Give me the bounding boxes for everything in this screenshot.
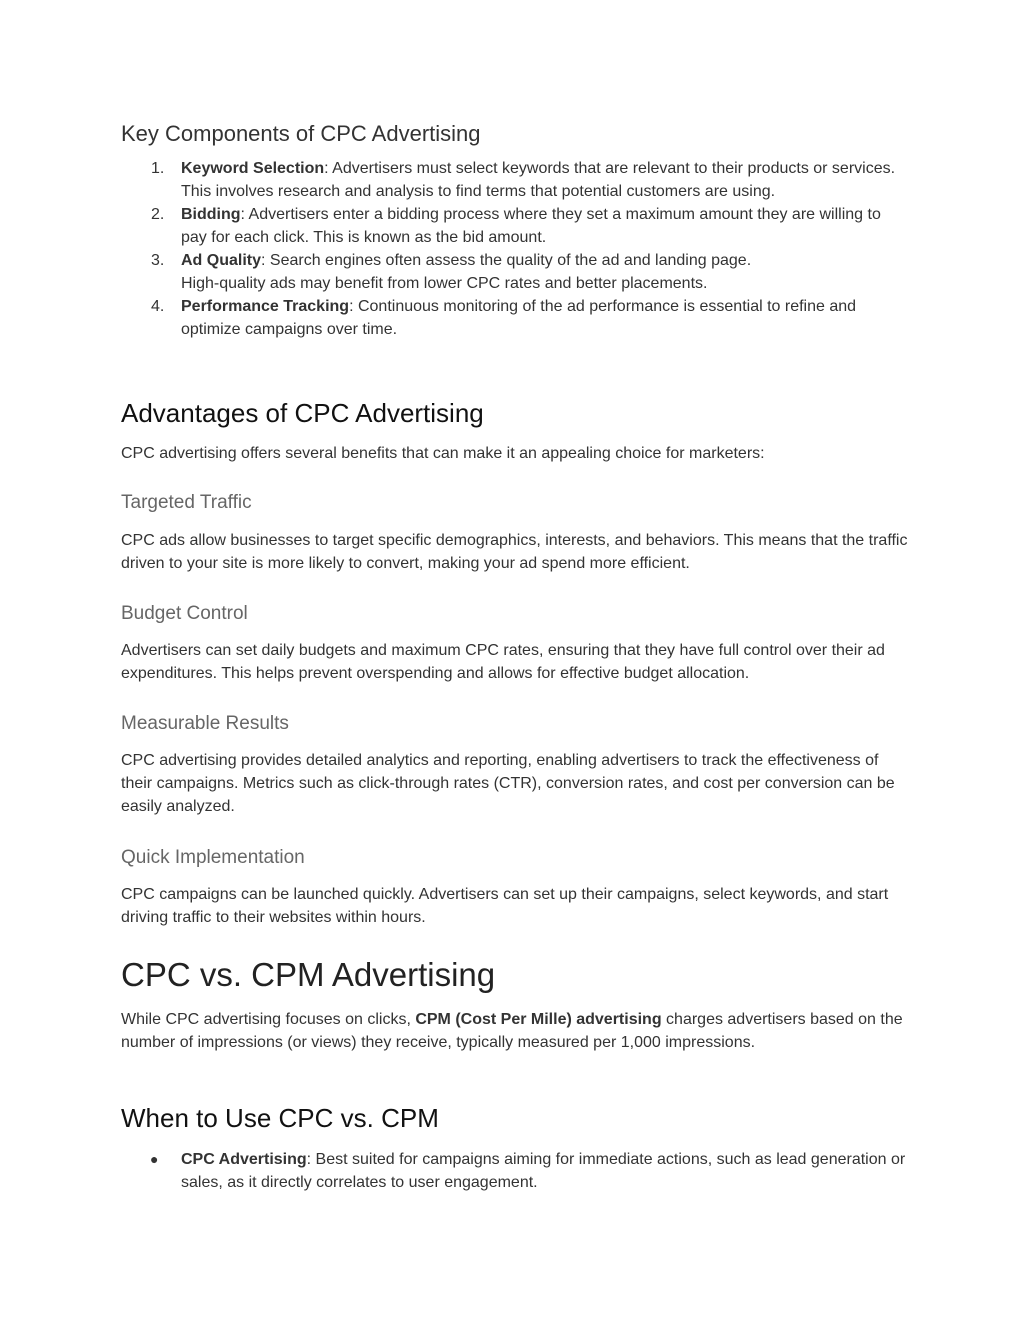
quick-implementation-heading: Quick Implementation [121, 847, 305, 868]
budget-control-heading: Budget Control [121, 603, 248, 624]
targeted-traffic-heading: Targeted Traffic [121, 492, 252, 513]
measurable-results-heading: Measurable Results [121, 713, 289, 734]
quick-implementation-body: CPC campaigns can be launched quickly. Advertisers can set up their campaigns, select keywords, and start driving traffic to their websites within hours. [121, 886, 889, 926]
list-item-text: : Continuous monitoring of the ad performance is essential to refine and optimize campaigns over time. [181, 298, 857, 338]
advantages-heading: Advantages of CPC Advertising [121, 398, 484, 428]
list-number: 1. [151, 160, 165, 177]
intro-text-after: charges advertisers based on the number of impressions (or views) they receive, typically measured per 1,000 impressions. [121, 1011, 903, 1051]
list-item [121, 249, 911, 295]
measurable-results-body: CPC advertising provides detailed analytics and reporting, enabling advertisers to track the effectiveness of their campaigns. Metrics such as click-through rates (CTR), conversion rates, and cost per conversion can be easily analyzed. [121, 752, 895, 815]
list-item [121, 295, 911, 341]
list-number: 4. [151, 298, 165, 315]
when-to-use-list [121, 1148, 911, 1194]
list-item [121, 157, 911, 203]
cpc-vs-cpm-intro [121, 1008, 911, 1054]
intro-bold-term: CPM (Cost Per Mille) advertising [415, 1011, 662, 1028]
list-item-term: CPC Advertising [181, 1151, 307, 1168]
budget-control-body: Advertisers can set daily budgets and maximum CPC rates, ensuring that they have full control over their ad expenditures. This helps prevent overspending and allows for effective budget allocation. [121, 642, 885, 682]
when-to-use-heading: When to Use CPC vs. CPM [121, 1103, 439, 1133]
list-item-term: Bidding [181, 206, 241, 223]
list-item-text-continued: High-quality ads may benefit from lower CPC rates and better placements. [181, 275, 708, 292]
list-number: 3. [151, 252, 165, 269]
list-item-text: : Advertisers must select keywords that are relevant to their products or services. This involves research and analysis to find terms that potential customers are using. [181, 160, 896, 200]
list-item [121, 203, 911, 249]
list-number: 2. [151, 206, 165, 223]
list-item [121, 1148, 911, 1194]
bullet-icon: ● [150, 1151, 159, 1167]
list-item-term: Ad Quality [181, 252, 262, 269]
cpc-vs-cpm-heading: CPC vs. CPM Advertising [121, 956, 496, 993]
targeted-traffic-body: CPC ads allow businesses to target specific demographics, interests, and behaviors. This means that the traffic driven to your site is more likely to convert, making your ad spend more efficient. [121, 532, 908, 572]
key-components-list [121, 157, 911, 341]
intro-text-before: While CPC advertising focuses on clicks, [121, 1011, 416, 1028]
list-item-text: : Search engines often assess the quality of the ad and landing page. [261, 252, 752, 269]
list-item-term: Performance Tracking [181, 298, 350, 315]
list-item-term: Keyword Selection [181, 160, 325, 177]
list-item-text: : Advertisers enter a bidding process where they set a maximum amount they are willing to pay for each click. This is known as the bid amount. [181, 206, 881, 246]
advantages-intro: CPC advertising offers several benefits that can make it an appealing choice for marketers: [121, 445, 765, 462]
list-item-text: : Best suited for campaigns aiming for immediate actions, such as lead generation or sales, as it directly correlates to user engagement. [181, 1151, 906, 1191]
key-components-heading: Key Components of CPC Advertising [121, 121, 481, 146]
